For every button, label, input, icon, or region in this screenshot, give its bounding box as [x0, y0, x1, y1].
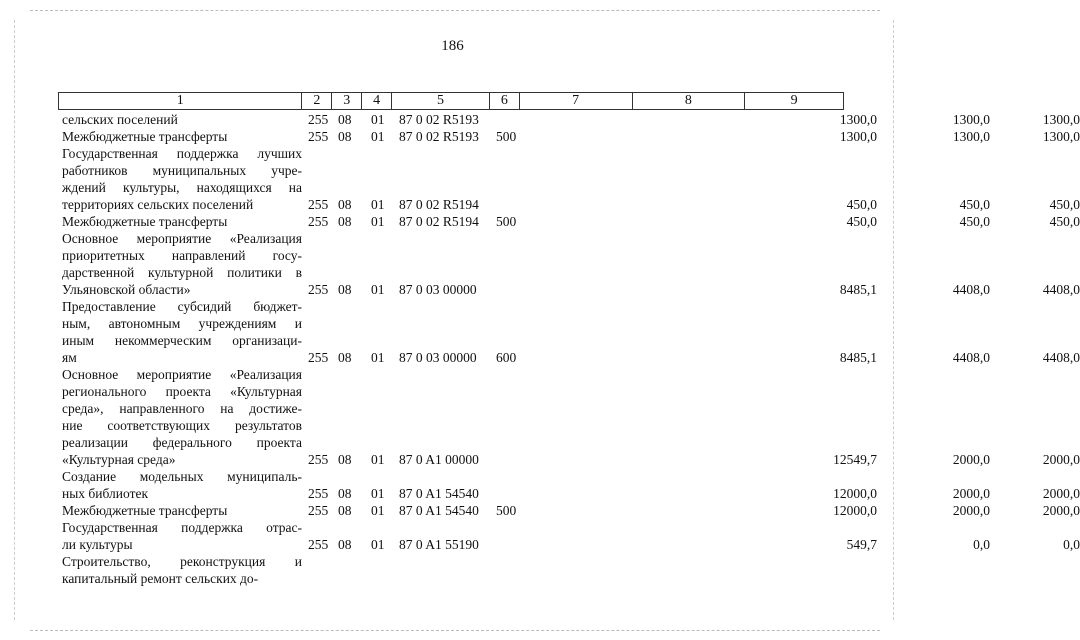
cell-c3: 08: [338, 503, 352, 518]
row-label-line: работников муниципальных учре-: [62, 163, 302, 178]
row-label-line: Государственная поддержка лучших: [62, 146, 302, 161]
header-col-2: 2: [302, 93, 332, 109]
cell-c4: 01: [371, 112, 385, 127]
header-col-5: 5: [392, 93, 490, 109]
cell-c8: 4408,0: [952, 350, 990, 365]
cell-c9: 450,0: [1049, 197, 1080, 212]
cell-c5: 87 0 02 R5194: [399, 197, 479, 212]
table-header: [58, 92, 844, 110]
cell-c7: 8485,1: [839, 350, 877, 365]
cell-c7: 450,0: [846, 214, 877, 229]
cell-c3: 08: [338, 197, 352, 212]
table-row: [62, 145, 1080, 213]
row-label-line: приоритетных направлений госу-: [62, 248, 302, 263]
cell-c4: 01: [371, 537, 385, 552]
cell-c2: 255: [308, 537, 329, 552]
cell-c3: 08: [338, 112, 352, 127]
cell-c9: 2000,0: [1042, 503, 1080, 518]
row-label-line: Межбюджетные трансферты: [62, 503, 228, 518]
cell-c7: 12549,7: [833, 452, 877, 467]
cell-c7: 12000,0: [833, 486, 877, 501]
cell-c3: 08: [338, 486, 352, 501]
row-label-line: ным, автономным учреждениям и: [62, 316, 302, 331]
cell-c5: 87 0 03 00000: [399, 350, 477, 365]
cell-c8: 450,0: [959, 197, 990, 212]
cell-c4: 01: [371, 452, 385, 467]
cell-c5: 87 0 02 R5193: [399, 129, 479, 144]
cell-c3: 08: [338, 350, 352, 365]
cell-c4: 01: [371, 129, 385, 144]
cell-c9: 0,0: [1063, 537, 1080, 552]
cell-c9: 450,0: [1049, 214, 1080, 229]
row-label-line: Основное мероприятие «Реализация: [62, 231, 302, 246]
cell-c9: 4408,0: [1042, 350, 1080, 365]
scan-edge-top: [30, 10, 880, 11]
cell-c7: 1300,0: [839, 112, 877, 127]
page-number: 186: [441, 38, 464, 54]
cell-c6: 500: [496, 214, 517, 229]
scan-edge-right: [893, 20, 894, 620]
cell-c8: 450,0: [959, 214, 990, 229]
cell-c5: 87 0 03 00000: [399, 282, 477, 297]
cell-c8: 1300,0: [952, 129, 990, 144]
cell-c9: 2000,0: [1042, 486, 1080, 501]
header-col-3: 3: [332, 93, 362, 109]
cell-c5: 87 0 02 R5194: [399, 214, 479, 229]
cell-c3: 08: [338, 452, 352, 467]
cell-c3: 08: [338, 214, 352, 229]
cell-c5: 87 0 A1 54540: [399, 503, 479, 518]
row-label-line: Межбюджетные трансферты: [62, 214, 228, 229]
table-row: [62, 213, 1080, 230]
cell-c8: 2000,0: [952, 486, 990, 501]
cell-c2: 255: [308, 452, 329, 467]
row-label-line: среда», направленного на достиже-: [62, 401, 302, 416]
cell-c4: 01: [371, 282, 385, 297]
row-label-line: иным некоммерческим организаци-: [62, 333, 302, 348]
table-row: [62, 519, 1080, 553]
table-row: [62, 111, 1080, 128]
cell-c8: 0,0: [973, 537, 990, 552]
table-row: [62, 128, 1080, 145]
cell-c7: 549,7: [846, 537, 877, 552]
cell-c2: 255: [308, 503, 329, 518]
cell-c8: 2000,0: [952, 503, 990, 518]
cell-c2: 255: [308, 197, 329, 212]
row-label-line: Межбюджетные трансферты: [62, 129, 228, 144]
cell-c6: 500: [496, 503, 517, 518]
cell-c2: 255: [308, 112, 329, 127]
row-label-line: Основное мероприятие «Реализация: [62, 367, 302, 382]
header-col-6: 6: [490, 93, 520, 109]
header-col-4: 4: [362, 93, 392, 109]
cell-c9: 2000,0: [1042, 452, 1080, 467]
row-label-line: регионального проекта «Культурная: [62, 384, 302, 399]
row-label-line: «Культурная среда»: [62, 452, 176, 467]
cell-c5: 87 0 02 R5193: [399, 112, 479, 127]
row-label-line: Создание модельных муниципаль-: [62, 469, 302, 484]
table-row: [62, 502, 1080, 519]
header-col-1: 1: [59, 93, 302, 109]
cell-c3: 08: [338, 537, 352, 552]
table-row: [62, 366, 1080, 468]
scan-edge-bottom: [30, 630, 880, 631]
cell-c7: 8485,1: [839, 282, 877, 297]
row-label-line: ных библиотек: [62, 486, 149, 501]
cell-c4: 01: [371, 503, 385, 518]
cell-c5: 87 0 A1 54540: [399, 486, 479, 501]
row-label-line: капитальный ремонт сельских до-: [62, 571, 259, 586]
header-col-7: 7: [520, 93, 633, 109]
table-row: [62, 230, 1080, 298]
cell-c2: 255: [308, 129, 329, 144]
cell-c7: 450,0: [846, 197, 877, 212]
cell-c3: 08: [338, 282, 352, 297]
row-label-line: ждений культуры, находящихся на: [62, 180, 302, 195]
cell-c8: 4408,0: [952, 282, 990, 297]
cell-c8: 1300,0: [952, 112, 990, 127]
row-label-line: ли культуры: [62, 537, 133, 552]
cell-c9: 1300,0: [1042, 129, 1080, 144]
cell-c8: 2000,0: [952, 452, 990, 467]
cell-c9: 1300,0: [1042, 112, 1080, 127]
table-row: [62, 468, 1080, 502]
row-label-line: территориях сельских поселений: [62, 197, 254, 212]
cell-c4: 01: [371, 350, 385, 365]
cell-c2: 255: [308, 282, 329, 297]
cell-c3: 08: [338, 129, 352, 144]
row-label-line: Государственная поддержка отрас-: [62, 520, 302, 535]
cell-c5: 87 0 A1 55190: [399, 537, 479, 552]
row-label-line: Предоставление субсидий бюджет-: [62, 299, 302, 314]
cell-c6: 600: [496, 350, 517, 365]
row-label-line: дарственной культурной политики в: [62, 265, 302, 280]
row-label-line: Ульяновской области»: [62, 282, 191, 297]
cell-c5: 87 0 A1 00000: [399, 452, 479, 467]
table-body: [62, 111, 1080, 587]
cell-c4: 01: [371, 486, 385, 501]
header-col-8: 8: [633, 93, 746, 109]
cell-c7: 1300,0: [839, 129, 877, 144]
row-label-line: ние соответствующих результатов: [62, 418, 302, 433]
cell-c4: 01: [371, 214, 385, 229]
row-label-line: Строительство, реконструкция и: [62, 554, 302, 569]
row-label-line: реализации федерального проекта: [62, 435, 302, 450]
header-col-9: 9: [790, 93, 798, 108]
table-row: [62, 298, 1080, 366]
cell-c9: 4408,0: [1042, 282, 1080, 297]
cell-c4: 01: [371, 197, 385, 212]
cell-c6: 500: [496, 129, 517, 144]
cell-c2: 255: [308, 214, 329, 229]
cell-c2: 255: [308, 350, 329, 365]
cell-c7: 12000,0: [833, 503, 877, 518]
row-label-line: сельских поселений: [62, 112, 178, 127]
row-label-line: ям: [62, 350, 77, 365]
table-row: [62, 553, 302, 587]
cell-c2: 255: [308, 486, 329, 501]
scan-edge-left: [14, 20, 15, 620]
